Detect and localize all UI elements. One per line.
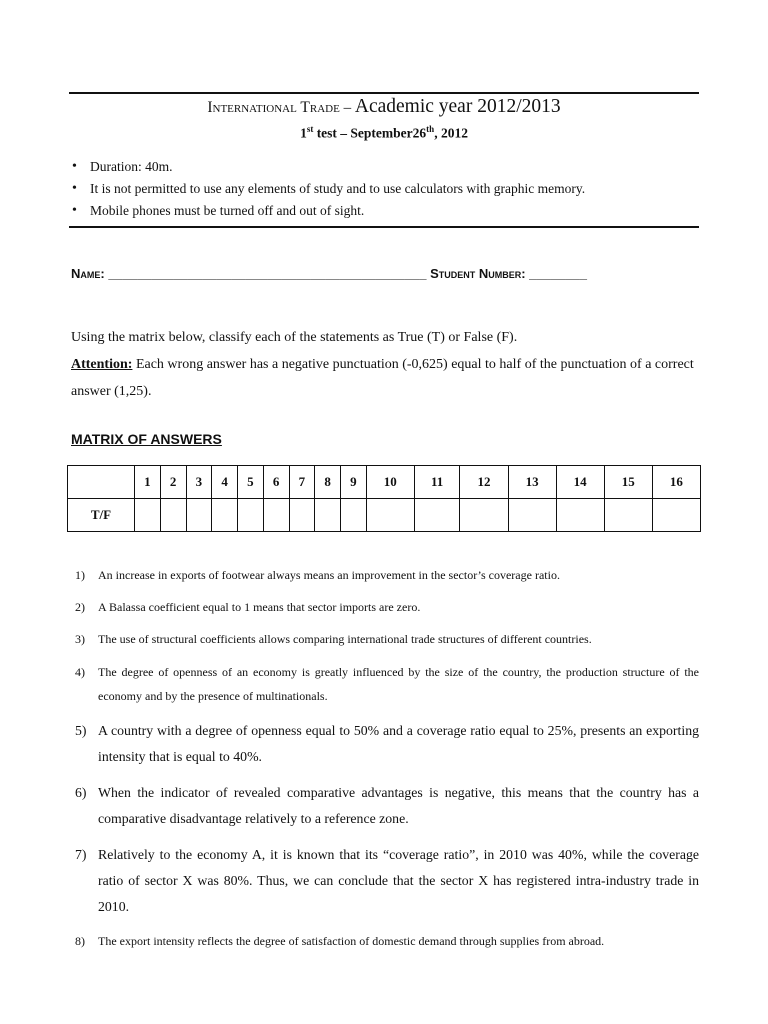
answer-cell[interactable] xyxy=(341,499,367,532)
matrix-corner-cell xyxy=(68,466,135,499)
attention-paragraph xyxy=(71,351,701,405)
matrix-column-header: 6 xyxy=(263,466,289,499)
matrix-column-header: 10 xyxy=(366,466,414,499)
matrix-column-header: 15 xyxy=(604,466,652,499)
answer-cell[interactable] xyxy=(604,499,652,532)
matrix-column-header: 3 xyxy=(186,466,212,499)
question-text: A country with a degree of openness equal to 50% and a coverage ratio equal to 25%, presents an exporting intensity that is equal to 40%. xyxy=(98,723,699,764)
answer-cell[interactable] xyxy=(212,499,238,532)
matrix-heading: MATRIX OF ANSWERS xyxy=(71,431,222,447)
answer-cell[interactable] xyxy=(289,499,315,532)
matrix-answer-row xyxy=(68,499,701,532)
answer-cell[interactable] xyxy=(556,499,604,532)
question-text: The degree of openness of an economy is greatly influenced by the size of the country, the production structure of the economy and by the presence of multinationals. xyxy=(98,665,699,703)
matrix-column-header: 7 xyxy=(289,466,315,499)
question-text: When the indicator of revealed comparative advantages is negative, this means that the country has a comparative disadvantage relatively to a reference zone. xyxy=(98,785,699,826)
student-number-label: Student Number: xyxy=(430,266,526,281)
question-text: An increase in exports of footwear always means an improvement in the sector’s coverage ratio. xyxy=(98,568,560,582)
question-number: 2) xyxy=(75,600,85,614)
rule-item: • Duration: 40m. xyxy=(72,157,585,179)
subtitle-day-suffix: th xyxy=(426,124,435,134)
answer-cell[interactable] xyxy=(186,499,212,532)
matrix-column-header: 11 xyxy=(414,466,460,499)
answer-cell[interactable] xyxy=(135,499,161,532)
matrix-row-label: T/F xyxy=(68,499,135,532)
question-number: 3) xyxy=(75,632,85,646)
subtitle-year: , 2012 xyxy=(434,125,468,141)
question-number: 1) xyxy=(75,568,85,582)
question-number: 5) xyxy=(75,723,87,738)
matrix-column-header: 16 xyxy=(652,466,700,499)
question-text: The use of structural coefficients allows comparing international trade structures of different countries. xyxy=(98,632,592,646)
matrix-column-header: 1 xyxy=(135,466,161,499)
question-item xyxy=(75,564,699,586)
question-list xyxy=(75,564,699,952)
name-field[interactable]: ____________________________________________ xyxy=(104,266,431,281)
instructions xyxy=(71,324,701,405)
instructions-line: Using the matrix below, classify each of the statements as True (T) or False (F). xyxy=(71,330,518,345)
exam-rules xyxy=(72,157,585,223)
page-title xyxy=(0,96,768,118)
subtitle-text: test – September26 xyxy=(313,125,427,141)
matrix-header-row xyxy=(68,466,701,499)
question-number: 8) xyxy=(75,934,85,948)
top-rule xyxy=(69,92,699,94)
attention-text: Each wrong answer has a negative punctuation (-0,625) equal to half of the punctuation of a correct answer (1,25). xyxy=(71,357,694,399)
question-number: 7) xyxy=(75,847,87,862)
matrix-column-header: 14 xyxy=(556,466,604,499)
answer-cell[interactable] xyxy=(238,499,264,532)
matrix-column-header: 9 xyxy=(341,466,367,499)
question-item xyxy=(75,628,699,650)
answer-cell[interactable] xyxy=(414,499,460,532)
matrix-column-header: 2 xyxy=(160,466,186,499)
question-text: The export intensity reflects the degree of satisfaction of domestic demand through supplies from abroad. xyxy=(98,934,605,948)
subtitle-ordinal: 1 xyxy=(300,125,307,141)
matrix-column-header: 12 xyxy=(460,466,508,499)
question-item xyxy=(75,930,699,952)
matrix-column-header: 5 xyxy=(238,466,264,499)
rules-bottom-rule xyxy=(69,226,699,228)
question-item xyxy=(75,596,699,618)
question-item xyxy=(75,780,699,832)
answer-matrix xyxy=(67,465,701,532)
question-item xyxy=(75,718,699,770)
answer-cell[interactable] xyxy=(460,499,508,532)
matrix-column-header: 4 xyxy=(212,466,238,499)
question-text: A Balassa coefficient equal to 1 means that sector imports are zero. xyxy=(98,600,421,614)
answer-cell[interactable] xyxy=(366,499,414,532)
rule-item: • It is not permitted to use any elements of study and to use calculators with graphic memory. xyxy=(72,179,585,201)
name-label: Name: xyxy=(71,266,105,281)
attention-label: Attention: xyxy=(71,357,133,372)
question-number: 4) xyxy=(75,665,85,679)
question-item xyxy=(75,660,699,708)
test-date xyxy=(0,124,768,142)
subtitle-ordinal-suffix: st xyxy=(306,124,314,134)
answer-cell[interactable] xyxy=(315,499,341,532)
question-text: Relatively to the economy A, it is known that its “coverage ratio”, in 2010 was 40%, while the coverage ratio of sector X was 80%. Thus, we can conclude that the sector X has registered intra-industry trade in 2010. xyxy=(98,847,699,914)
title-course: International Trade xyxy=(207,99,340,116)
identification-line xyxy=(71,266,587,281)
question-item xyxy=(75,842,699,920)
title-dash: – xyxy=(339,100,355,116)
answer-cell[interactable] xyxy=(508,499,556,532)
answer-cell[interactable] xyxy=(160,499,186,532)
question-number: 6) xyxy=(75,785,87,800)
title-academic-year: Academic year 2012/2013 xyxy=(354,96,561,117)
matrix-column-header: 13 xyxy=(508,466,556,499)
rule-item: • Mobile phones must be turned off and out of sight. xyxy=(72,201,585,223)
matrix-column-header: 8 xyxy=(315,466,341,499)
student-number-field[interactable]: ________ xyxy=(525,266,588,281)
answer-cell[interactable] xyxy=(263,499,289,532)
answer-cell[interactable] xyxy=(652,499,700,532)
